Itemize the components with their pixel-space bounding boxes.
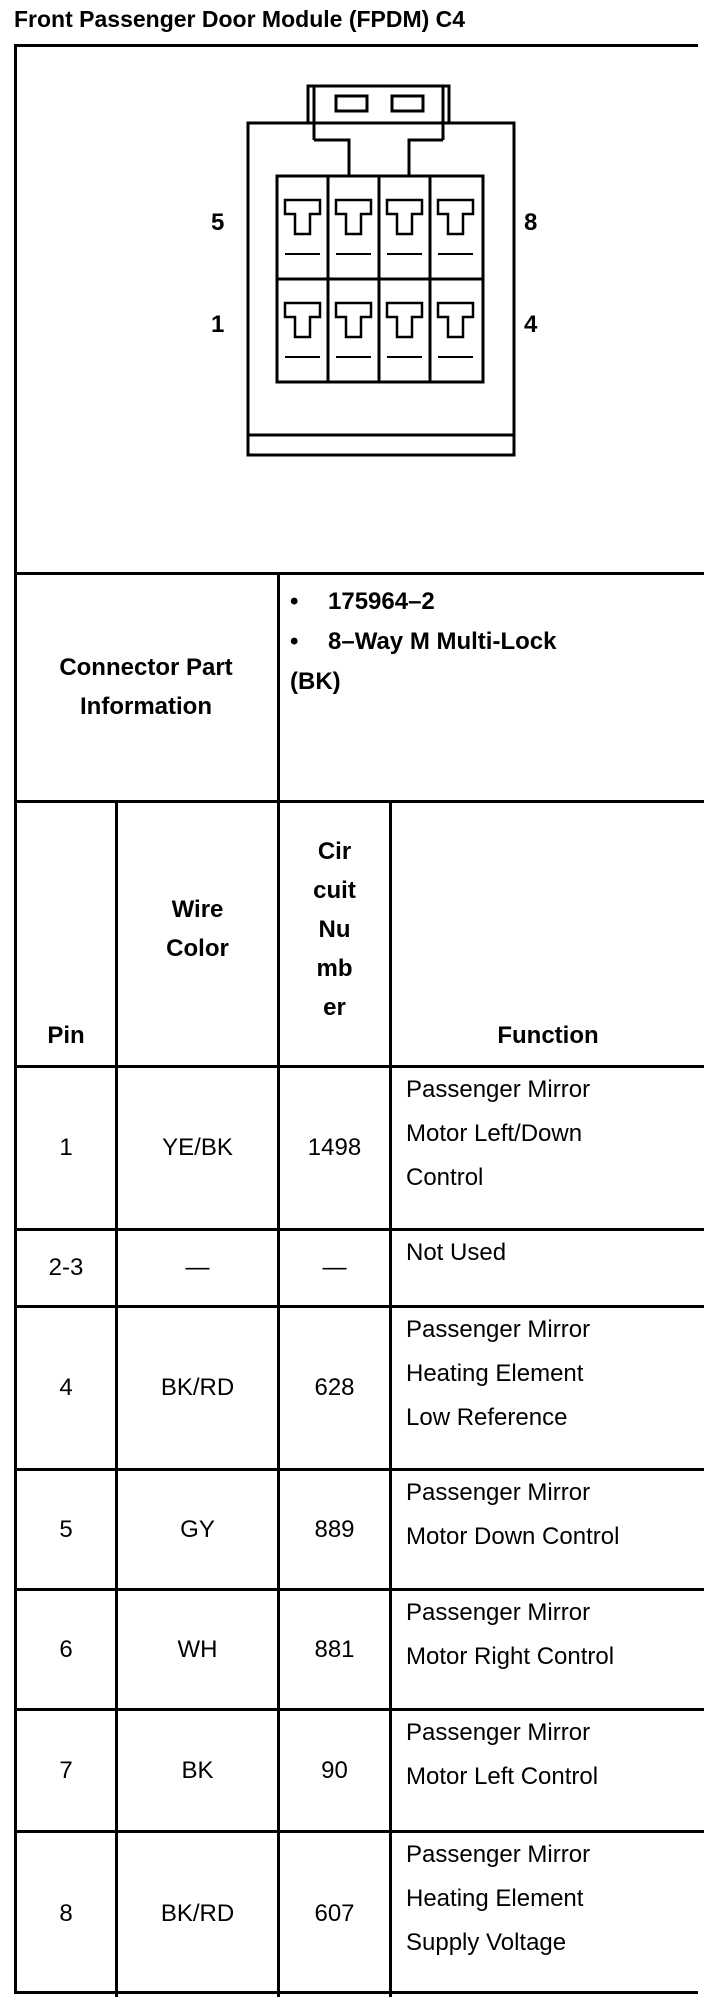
circuit-cell: 628 (314, 1374, 355, 1401)
table-row (118, 1711, 277, 1830)
function-cell-line: Motor Left/Down (406, 1120, 583, 1147)
pin-cell: 7 (59, 1756, 73, 1784)
table-row (392, 1591, 704, 1708)
wire-color-cell: WH (177, 1635, 218, 1663)
table-row (17, 1068, 115, 1228)
circuit-cell: 1498 (307, 1134, 362, 1161)
table-row (17, 1591, 115, 1708)
wire-color-cell: — (185, 1254, 210, 1281)
header-circuit-number: Cir cuit Nu mb er (313, 837, 356, 1021)
wire-color-cell: GY (180, 1515, 215, 1543)
part-description-line2: (BK) (290, 668, 341, 695)
table-row (392, 1833, 704, 1994)
table-row (17, 1308, 115, 1468)
function-cell-line: Not Used (406, 1239, 507, 1266)
terminal-icon (387, 303, 422, 337)
table-row (17, 1471, 115, 1588)
connector-face-diagram (0, 0, 704, 572)
pin-cell: 4 (59, 1374, 73, 1401)
function-cell-line: Heating Element (406, 1885, 584, 1912)
circuit-cell: 607 (314, 1899, 355, 1927)
function-cell-line: Passenger Mirror (406, 1479, 591, 1506)
table-row (392, 1711, 704, 1830)
table-row (392, 1471, 704, 1588)
function-cell-line: Motor Left Control (406, 1763, 599, 1790)
table-row (118, 1471, 277, 1588)
terminal-icon (336, 200, 371, 234)
table-row (280, 1308, 389, 1468)
table-row (17, 1231, 115, 1305)
pin-label-bottom-left: 1 (211, 311, 225, 338)
function-cell-line: Motor Down Control (406, 1523, 620, 1550)
circuit-cell: 889 (314, 1515, 355, 1543)
circuit-cell: 90 (321, 1756, 348, 1784)
connector-part-info-label-line1: Connector Part (59, 654, 233, 681)
table-row (392, 1068, 704, 1228)
pin-label-top-left: 5 (211, 209, 225, 236)
function-cell-line: Supply Voltage (406, 1929, 567, 1956)
table-row (17, 1711, 115, 1830)
terminal-icon (336, 303, 371, 337)
header-function: Function (497, 1022, 599, 1049)
header-wire-color: Wire Color (166, 896, 229, 962)
table-row (280, 1591, 389, 1708)
bullet: • (290, 588, 299, 615)
terminal-icon (438, 200, 473, 234)
part-description-line (290, 622, 690, 662)
function-cell-line: Motor Right Control (406, 1643, 615, 1670)
table-row (280, 1068, 389, 1228)
connector-part-info-label (17, 578, 275, 796)
part-number: 175964–2 (328, 588, 435, 615)
table-row (118, 1068, 277, 1228)
pin-cell: 5 (59, 1515, 73, 1543)
table-row (280, 1711, 389, 1830)
wire-color-cell: BK (181, 1756, 214, 1784)
wire-color-cell: YE/BK (162, 1134, 233, 1161)
part-number-line (290, 582, 690, 622)
wire-color-cell: BK/RD (160, 1374, 235, 1401)
table-row (17, 1833, 115, 1994)
function-cell-line: Passenger Mirror (406, 1076, 591, 1103)
pin-cell: 8 (59, 1899, 73, 1927)
table-row (392, 1308, 704, 1468)
function-cell-line: Control (406, 1164, 484, 1191)
table-row (392, 1231, 704, 1305)
pin-label-bottom-right: 4 (524, 311, 538, 338)
table-row (280, 1231, 389, 1305)
function-cell-line: Heating Element (406, 1360, 584, 1387)
pin-cell: 1 (59, 1134, 73, 1161)
table-row (118, 1591, 277, 1708)
function-cell-line: Low Reference (406, 1404, 568, 1431)
pin-cell: 6 (59, 1635, 73, 1663)
page-title: Front Passenger Door Module (FPDM) C4 (14, 6, 466, 32)
table-row (118, 1308, 277, 1468)
terminal-icon (285, 200, 320, 234)
table-row (118, 1231, 277, 1305)
function-cell-line: Passenger Mirror (406, 1841, 591, 1868)
table-row (280, 1833, 389, 1994)
table-row (280, 1471, 389, 1588)
terminal-icon (438, 303, 473, 337)
wire-color-cell: BK/RD (160, 1899, 235, 1927)
function-cell-line: Passenger Mirror (406, 1719, 591, 1746)
part-description: 8–Way M Multi-Lock (328, 628, 557, 655)
divider (14, 572, 704, 575)
table-row (118, 1833, 277, 1994)
connector-part-info-label-line2: Information (80, 693, 212, 720)
bullet: • (290, 628, 299, 655)
function-cell-line: Passenger Mirror (406, 1316, 591, 1343)
connector-part-info-values (290, 582, 690, 702)
function-cell-line: Passenger Mirror (406, 1599, 591, 1626)
header-pin: Pin (47, 1022, 85, 1049)
terminal-icon (285, 303, 320, 337)
pin-label-top-right: 8 (524, 209, 538, 236)
circuit-cell: 881 (314, 1635, 355, 1663)
pin-cell: 2-3 (48, 1254, 84, 1281)
terminal-icon (387, 200, 422, 234)
circuit-cell: — (322, 1254, 347, 1281)
